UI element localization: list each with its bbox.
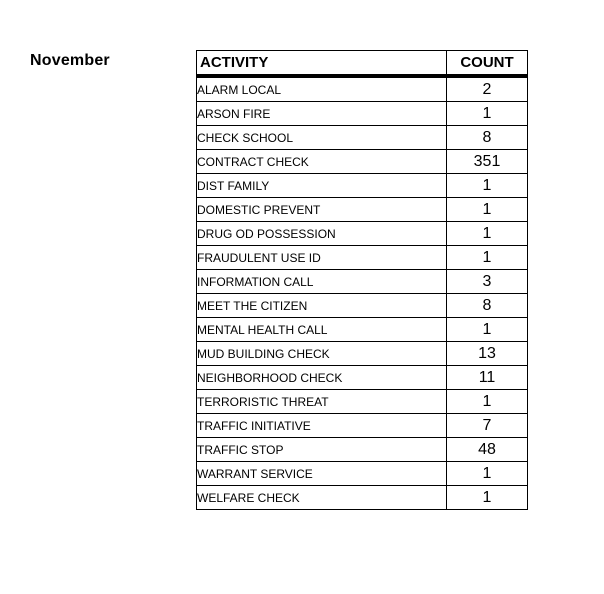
activity-cell: ARSON FIRE (197, 102, 447, 126)
count-cell: 2 (447, 76, 528, 102)
table-row (197, 414, 528, 438)
activity-cell: ALARM LOCAL (197, 76, 447, 102)
activity-cell: FRAUDULENT USE ID (197, 246, 447, 270)
count-cell: 1 (447, 462, 528, 486)
count-column-header: COUNT (447, 51, 528, 77)
count-cell: 11 (447, 366, 528, 390)
activity-cell: WARRANT SERVICE (197, 462, 447, 486)
table-body (197, 76, 528, 510)
count-cell: 13 (447, 342, 528, 366)
table-row (197, 126, 528, 150)
table-row (197, 76, 528, 102)
table-row (197, 174, 528, 198)
activity-cell: CONTRACT CHECK (197, 150, 447, 174)
count-cell: 3 (447, 270, 528, 294)
month-heading: November (30, 52, 110, 69)
count-cell: 1 (447, 174, 528, 198)
activity-cell: DOMESTIC PREVENT (197, 198, 447, 222)
activity-count-table (196, 50, 528, 510)
table-row (197, 246, 528, 270)
table-row (197, 366, 528, 390)
table-row (197, 438, 528, 462)
table-row (197, 390, 528, 414)
count-cell: 1 (447, 102, 528, 126)
table-row (197, 222, 528, 246)
count-cell: 1 (447, 390, 528, 414)
table-row (197, 462, 528, 486)
count-cell: 1 (447, 318, 528, 342)
activity-cell: MUD BUILDING CHECK (197, 342, 447, 366)
table-row (197, 150, 528, 174)
table-row (197, 294, 528, 318)
activity-cell: MENTAL HEALTH CALL (197, 318, 447, 342)
activity-cell: MEET THE CITIZEN (197, 294, 447, 318)
count-cell: 7 (447, 414, 528, 438)
count-cell: 8 (447, 294, 528, 318)
count-cell: 1 (447, 246, 528, 270)
activity-cell: DRUG OD POSSESSION (197, 222, 447, 246)
activity-cell: TERRORISTIC THREAT (197, 390, 447, 414)
activity-cell: TRAFFIC STOP (197, 438, 447, 462)
activity-cell: CHECK SCHOOL (197, 126, 447, 150)
count-cell: 8 (447, 126, 528, 150)
activity-cell: NEIGHBORHOOD CHECK (197, 366, 447, 390)
activity-cell: TRAFFIC INITIATIVE (197, 414, 447, 438)
count-cell: 1 (447, 222, 528, 246)
count-cell: 1 (447, 198, 528, 222)
table-row (197, 342, 528, 366)
activity-cell: WELFARE CHECK (197, 486, 447, 510)
activity-column-header: ACTIVITY (197, 51, 447, 77)
table-row (197, 198, 528, 222)
table-row (197, 486, 528, 510)
count-cell: 1 (447, 486, 528, 510)
table-row (197, 270, 528, 294)
count-cell: 351 (447, 150, 528, 174)
table-header-row (197, 51, 528, 77)
activity-cell: INFORMATION CALL (197, 270, 447, 294)
table-row (197, 102, 528, 126)
activity-cell: DIST FAMILY (197, 174, 447, 198)
count-cell: 48 (447, 438, 528, 462)
table-row (197, 318, 528, 342)
